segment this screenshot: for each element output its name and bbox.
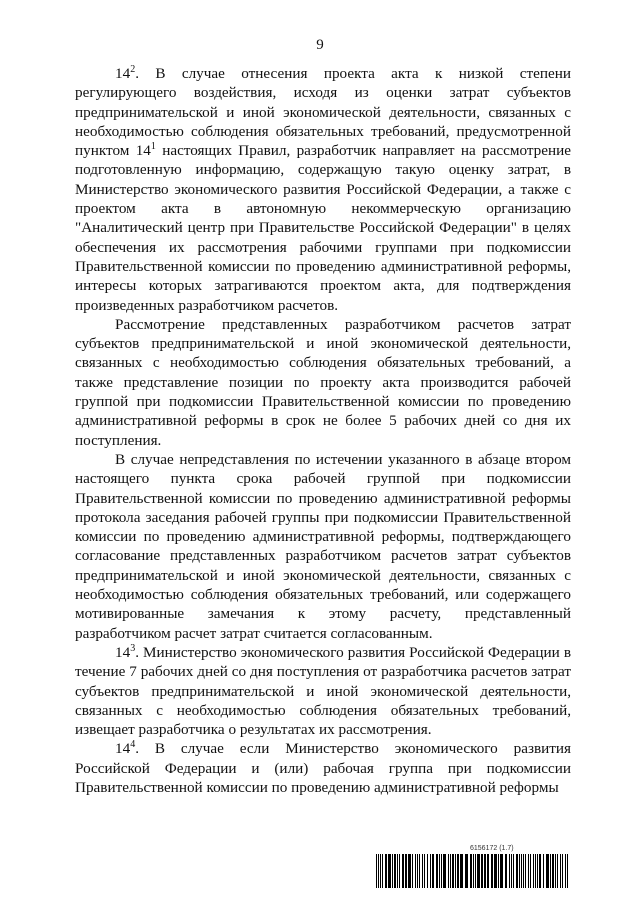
page-number: 9 (316, 37, 324, 53)
document-body (75, 64, 571, 797)
paragraph-14-3 (75, 643, 571, 739)
clause-superscript: 2 (130, 63, 136, 75)
clause-number: 14 (115, 740, 131, 758)
paragraph-non-submission: В случае непредставления по истечении указанного в абзаце втором настоящего пункта срока рабочей группой при подкомиссии Правительственной комиссии по проведению административной реформы протокола заседания рабочей группы при подкомиссии Правительственной комиссии по проведению административной реформы, подтверждающего согласование представленных разработчиком расчетов затрат субъектов предпринимательской и иной экономической деятельности, связанных с необходимостью соблюдения обязательных требований, или содержащего мотивированные замечания к этому расчету, представленный разработчиком расчет затрат считается согласованным. (75, 450, 571, 642)
clause-superscript: 4 (130, 739, 136, 751)
clause-superscript: 3 (130, 642, 136, 654)
clause-number: 14 (115, 65, 131, 82)
paragraph-14-4 (75, 739, 571, 797)
paragraph-text-continued: настоящих Правил, разработчик направляет на рассмотрение подготовленную информацию, содержащую такую оценку затрат, в Министерство экономического развития Российской Федерации, а также с проектом акта в автономную некоммерческую организацию "Аналитический центр при Правительстве Российской Федерации" в целях обеспечения их рассмотрения рабочими группами при подкомиссии Правительственной комиссии по проведению административной реформы, интересы которых затрагиваются проектом акта, для подтверждения произведенных разработчиком расчетов. (75, 142, 571, 314)
clause-number: 14 (115, 643, 131, 661)
paragraph-text: . В случае если Министерство экономического развития Российской Федерации и (или) рабочая группа при подкомиссии Правительственной комиссии по проведению административной реформы (75, 740, 571, 796)
paragraph-14-2 (75, 64, 571, 315)
document-code: 6156172 (1.7) (470, 845, 514, 852)
paragraph-text: . Министерство экономического развития Российской Федерации в течение 7 рабочих дней со дня поступления от разработчика расчетов затрат субъектов предпринимательской и иной экономической деятельности, связанных с необходимостью соблюдения обязательных требований, извещает разработчика о результатах их рассмотрения. (75, 643, 571, 739)
barcode-icon (376, 854, 572, 888)
paragraph-review: Рассмотрение представленных разработчиком расчетов затрат субъектов предпринимательской и иной экономической деятельности, связанных с необходимостью соблюдения обязательных требований, а также представление позиции по проекту акта производится рабочей группой при подкомиссии Правительственной комиссии по проведению административной реформы в срок не более 5 рабочих дней со дня их поступления. (75, 315, 571, 449)
reference-superscript: 1 (150, 141, 156, 153)
paragraph-text: . В случае отнесения проекта акта к низкой степени регулирующего воздействия, исходя из оценки затрат субъектов предпринимательской и иной экономической деятельности, связанных с необходимостью соблюдения обязательных требований, предусмотренной пунктом 14 (75, 65, 571, 160)
